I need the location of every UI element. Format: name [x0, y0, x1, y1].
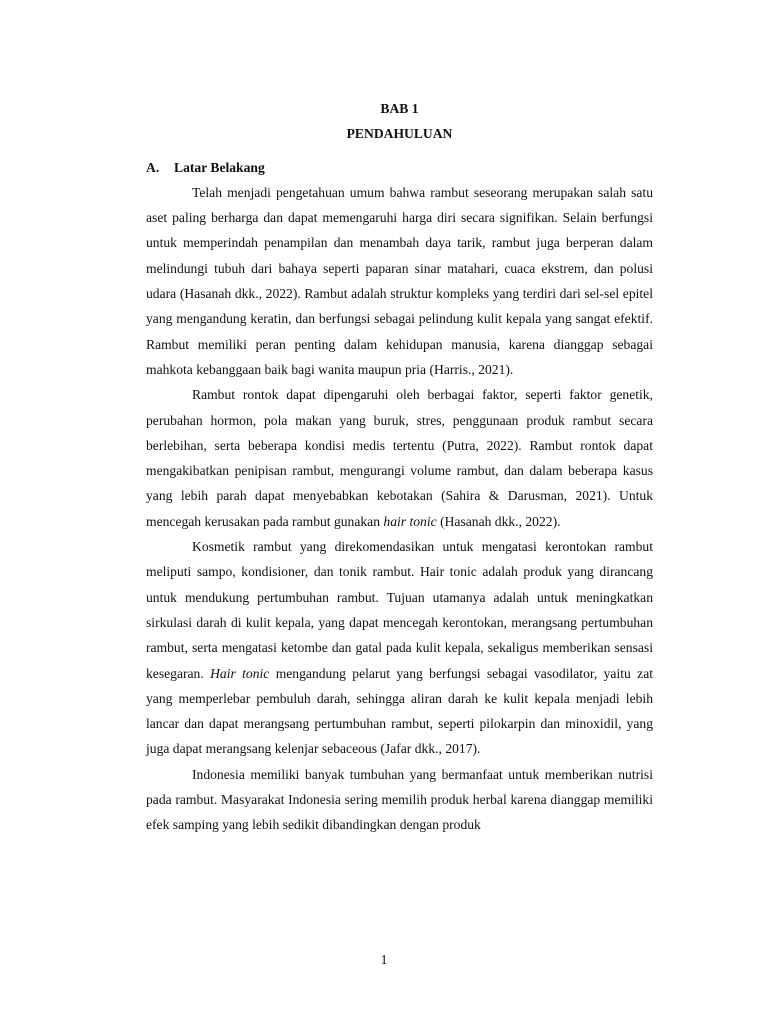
paragraph-3-italic-term: Hair tonic [210, 665, 270, 681]
paragraph-3-text-after: mengandung pelarut yang berfungsi sebagai vasodilator, yaitu zat yang memperlebar pembuluh darah, sehingga aliran darah ke kulit kepala menjadi lebih lancar dan dapat merangsang pertumbuhan rambut, seperti pilokarpin dan minoxidil, yang juga dapat merangsang kelenjar sebaceous (Jafar dkk., 2017). [146, 665, 653, 757]
paragraph-2 [146, 382, 653, 534]
document-page [146, 96, 653, 838]
chapter-number: BAB 1 [380, 101, 419, 116]
paragraph-4: Indonesia memiliki banyak tumbuhan yang bermanfaat untuk memberikan nutrisi pada rambut. Masyarakat Indonesia sering memilih produk herbal karena dianggap memiliki efek samping yang lebih sedikit dibandingkan dengan produk [146, 766, 653, 833]
chapter-title: PENDAHULUAN [346, 126, 453, 142]
paragraph-2-text-after: (Hasanah dkk., 2022). [436, 513, 561, 529]
paragraph-3 [146, 534, 653, 762]
paragraph-2-text-before: Rambut rontok dapat dipengaruhi oleh berbagai faktor, seperti faktor genetik, perubahan hormon, pola makan yang buruk, stres, penggunaan produk rambut secara berlebihan, serta beberapa kondisi medis tertentu (Putra, 2022). Rambut rontok dapat mengakibatkan penipisan rambut, mengurangi volume rambut, dan dalam beberapa kasus yang lebih parah dapat menyebabkan kebotakan (Sahira & Darusman, 2021). Untuk mencegah kerusakan pada rambut gunakan [146, 387, 653, 529]
section-number: A. [146, 159, 160, 175]
paragraph-3-text-before: Kosmetik rambut yang direkomendasikan untuk mengatasi kerontokan rambut meliputi sampo, kondisioner, dan tonik rambut. Hair tonic adalah produk yang dirancang untuk mendukung pertumbuhan rambut. Tujuan utamanya adalah untuk meningkatkan sirkulasi darah di kulit kepala, yang dapat mencegah kerontokan, merangsang pertumbuhan rambut, serta mengatasi ketombe dan gatal pada kulit kepala, sekaligus memberikan sensasi kesegaran. [146, 539, 653, 681]
section-title: Latar Belakang [174, 159, 265, 175]
paragraph-2-italic-term: hair tonic [383, 513, 437, 529]
section-heading [146, 155, 653, 180]
paragraph-1: Telah menjadi pengetahuan umum bahwa rambut seseorang merupakan salah satu aset paling berharga dan dapat memengaruhi harga diri secara signifikan. Selain berfungsi untuk memperindah penampilan dan menambah daya tarik, rambut juga berperan dalam melindungi tubuh dari bahaya seperti paparan sinar matahari, cuaca ekstrem, dan polusi udara (Hasanah dkk., 2022). Rambut adalah struktur kompleks yang terdiri dari sel-sel epitel yang mengandung keratin, dan berfungsi sebagai pelindung kulit kepala yang sangat efektif. Rambut memiliki peran penting dalam kehidupan manusia, karena dianggap sebagai mahkota kebanggaan baik bagi wanita maupun pria (Harris., 2021). [146, 184, 653, 377]
page-number: 1 [380, 952, 388, 967]
